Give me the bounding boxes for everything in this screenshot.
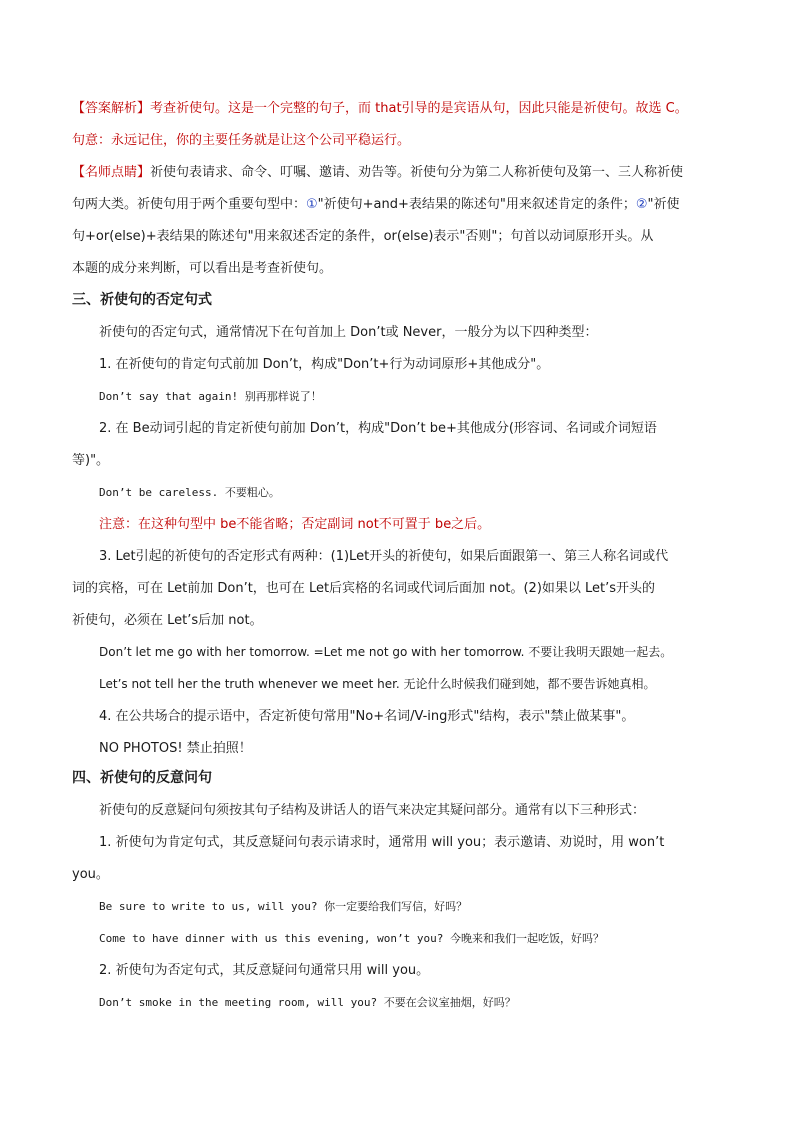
teacher-tip-text-2b: "祈使句+and+表结果的陈述句"用来叙述肯定的条件； — [317, 197, 636, 212]
section-3-note: 注意：在这种句型中 be不能省略；否定副词 not不可置于 be之后。 — [99, 517, 491, 532]
circled-number-2: ② — [635, 197, 648, 212]
teacher-tip-line-2 — [72, 194, 680, 215]
section-3-example-3a: Don’t let me go with her tomorrow. =Let me not go with her tomorrow. 不要让我明天跟她一起去。 — [99, 645, 673, 659]
section-4-example-1a: Be sure to write to us, will you? 你一定要给我们写信，好吗？ — [99, 900, 468, 913]
teacher-tip-line-3: 句+or(else)+表结果的陈述句"用来叙述否定的条件，or(else)表示"否则"；句首以动词原形开头。从 — [72, 229, 654, 244]
section-4-example-2: Don’t smoke in the meeting room, will you? 不要在会议室抽烟，好吗？ — [99, 996, 516, 1009]
section-3-item-3-line-3: 祈使句，必须在 Let’s后加 not。 — [72, 613, 263, 628]
teacher-tip-line-1 — [72, 162, 683, 183]
teacher-tip-text-2a: 句两大类。祈使句用于两个重要句型中： — [72, 197, 307, 212]
section-4-example-1b: Come to have dinner with us this evening, won’t you? 今晚来和我们一起吃饭，好吗？ — [99, 932, 604, 945]
section-4-item-1-line-1: 1. 祈使句为肯定句式，其反意疑问句表示请求时，通常用 will you；表示邀请、劝说时，用 won’t — [99, 835, 665, 850]
section-3-item-3-line-1: 3. Let引起的祈使句的否定形式有两种：(1)Let开头的祈使句，如果后面跟第一、第三人称名词或代 — [99, 549, 669, 564]
answer-analysis-text: 考查祈使句。这是一个完整的句子，而 that引导的是宾语从句，因此只能是祈使句。故选 C。 — [150, 101, 688, 116]
section-4-intro: 祈使句的反意疑问句须按其句子结构及讲话人的语气来决定其疑问部分。通常有以下三种形式： — [99, 803, 646, 818]
section-3-example-1: Don’t say that again! 别再那样说了！ — [99, 390, 322, 403]
section-3-example-2: Don’t be careless. 不要粗心。 — [99, 486, 280, 499]
section-3-item-1: 1. 在祈使句的肯定句式前加 Don’t，构成"Don’t+行为动词原形+其他成分"。 — [99, 357, 550, 372]
section-3-item-2-line-1: 2. 在 Be动词引起的肯定祈使句前加 Don’t，构成"Don’t be+其他成分(形容词、名词或介词短语 — [99, 421, 657, 436]
circled-number-1: ① — [306, 197, 318, 212]
section-3-heading: 三、祈使句的否定句式 — [72, 292, 212, 308]
section-4-heading: 四、祈使句的反意问句 — [72, 770, 212, 786]
section-3-item-4: 4. 在公共场合的提示语中，否定祈使句常用"No+名词/V-ing形式"结构，表示"禁止做某事"。 — [99, 709, 635, 724]
answer-analysis-tag: 【答案解析】 — [72, 101, 151, 116]
section-3-item-2-line-2: 等)"。 — [72, 453, 110, 468]
section-3-item-3-line-2: 词的宾格，可在 Let前加 Don’t，也可在 Let后宾格的名词或代词后面加 not。(2)如果以 Let’s开头的 — [72, 581, 656, 596]
teacher-tip-tag: 【名师点睛】 — [72, 165, 151, 180]
section-3-intro: 祈使句的否定句式，通常情况下在句首加上 Don’t或 Never，一般分为以下四种类型： — [99, 325, 598, 340]
answer-analysis-paragraph — [72, 98, 688, 119]
section-3-example-3b: Let’s not tell her the truth whenever we meet her. 无论什么时候我们碰到她，都不要告诉她真相。 — [99, 677, 656, 691]
sentence-meaning: 句意：永远记住，你的主要任务就是让这个公司平稳运行。 — [72, 133, 411, 148]
teacher-tip-line-4: 本题的成分来判断，可以看出是考查祈使句。 — [72, 261, 333, 276]
section-4-item-1-line-2: you。 — [72, 867, 109, 882]
section-3-example-4: NO PHOTOS! 禁止拍照！ — [99, 741, 252, 756]
teacher-tip-text-1: 祈使句表请求、命令、叮嘱、邀请、劝告等。祈使句分为第二人称祈使句及第一、三人称祈使 — [150, 165, 684, 180]
section-4-item-2: 2. 祈使句为否定句式，其反意疑问句通常只用 will you。 — [99, 963, 430, 978]
teacher-tip-text-2c: "祈使 — [647, 197, 680, 212]
